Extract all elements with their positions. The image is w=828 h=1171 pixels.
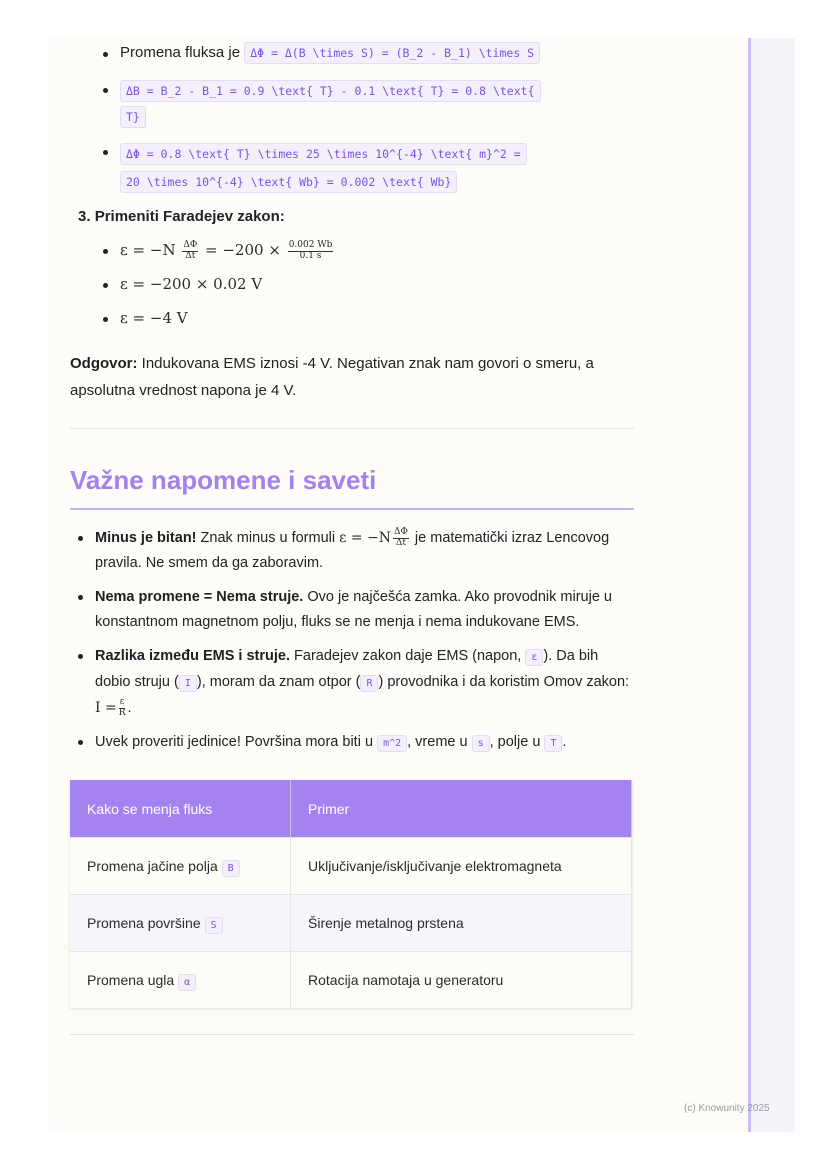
inline-code: s — [472, 735, 490, 752]
math-lhs: ε = −N — [339, 530, 392, 546]
tip-text: Uvek proveriti jedinice! Površina mora biti u — [95, 734, 378, 750]
tip-text: ) provodnika i da koristim Omov zakon: — [378, 674, 630, 690]
page-side-rail — [748, 38, 795, 1132]
table-header: Kako se menja fluks — [70, 780, 291, 838]
inline-code: B — [222, 860, 240, 877]
bottom-divider — [70, 1034, 634, 1035]
step-title: Primeniti Faradejev zakon: — [94, 208, 285, 225]
tips-list — [70, 526, 634, 756]
cell-text: Promena jačine polja — [87, 858, 218, 874]
fraction-denominator: Δt — [185, 250, 196, 261]
table-header: Primer — [291, 780, 632, 838]
tip-math — [95, 697, 128, 718]
tip-text: , polje u — [489, 734, 545, 750]
inline-code: α — [178, 974, 196, 991]
tip-text: . — [562, 734, 567, 750]
list-item — [70, 526, 634, 576]
flux-steps-list — [70, 42, 634, 196]
flux-change-table — [70, 780, 632, 1008]
tip-text: je matematički izraz Lencovog pravila. Ne smem da ga zaboravim. — [95, 530, 610, 571]
table-cell: Širenje metalnog prstena — [291, 895, 632, 952]
inline-code: T — [544, 735, 562, 752]
tip-text: , vreme u — [407, 734, 472, 750]
faraday-equation-3: ε = −4 V — [120, 309, 188, 327]
tip-title: Minus je bitan! — [95, 530, 197, 546]
eq-lhs: ε = −N — [120, 241, 176, 259]
fraction-denominator: R — [118, 707, 126, 718]
table-cell: Uključivanje/isključivanje elektromagneta — [291, 838, 632, 895]
tip-text: Znak minus u formuli — [196, 530, 340, 546]
fraction-numerator: ΔΦ — [394, 527, 408, 538]
inline-code: ε — [525, 649, 543, 666]
math-lhs: I = — [95, 700, 117, 716]
answer-text: Indukovana EMS iznosi -4 V. Negativan znak nam govori o smeru, a apsolutna vrednost napona je 4 V. — [70, 355, 594, 399]
flux-lead-text: Promena fluksa je — [120, 44, 241, 61]
fraction-numerator: 0.002 Wb — [288, 240, 333, 251]
inline-code: S — [205, 917, 223, 934]
list-item — [70, 78, 634, 130]
tip-title: Razlika između EMS i struje. — [95, 648, 290, 664]
table-row — [70, 952, 632, 1009]
list-item — [70, 42, 634, 64]
faraday-steps-list — [70, 239, 634, 330]
table-cell — [70, 895, 291, 952]
fraction-numerator: ΔΦ — [183, 240, 198, 251]
table-row — [70, 838, 632, 895]
inline-code: I — [179, 675, 197, 692]
tip-text: Faradejev zakon daje EMS (napon, — [290, 648, 526, 664]
cell-text: Promena površine — [87, 915, 201, 931]
answer-label: Odgovor: — [70, 355, 138, 372]
tip-title: Nema promene = Nema struje. — [95, 589, 304, 605]
list-item — [70, 273, 634, 296]
section-divider — [70, 428, 634, 429]
delta-b-code-cont: T} — [120, 106, 146, 128]
list-item — [70, 644, 634, 721]
tip-math — [339, 527, 411, 548]
delta-phi-code: ΔΦ = 0.8 \text{ T} \times 25 \times 10^{-4} \text{ m}^2 = — [120, 143, 527, 165]
table-row — [70, 895, 632, 952]
faraday-equation-2: ε = −200 × 0.02 V — [120, 275, 263, 293]
fraction — [393, 528, 409, 548]
copyright-footer: (c) Knowunity 2025 — [684, 1103, 770, 1114]
step-3-heading — [70, 208, 634, 225]
fraction-numerator: ε — [119, 697, 125, 708]
section-heading: Važne napomene i saveti — [70, 465, 377, 495]
table-header-row — [70, 780, 632, 838]
tip-text: ). Da bih dobio struju ( — [95, 648, 599, 690]
tip-text: . — [127, 700, 132, 716]
fraction-denominator: Δt — [395, 537, 407, 548]
step-number: 3. — [78, 208, 91, 225]
answer-paragraph — [70, 350, 634, 404]
fraction-denominator: 0.1 s — [299, 250, 322, 261]
table-cell: Rotacija namotaja u generatoru — [291, 952, 632, 1009]
cell-text: Promena ugla — [87, 972, 175, 988]
delta-b-code: ΔB = B_2 - B_1 = 0.9 \text{ T} - 0.1 \text{ T} = 0.8 \text{ — [120, 80, 541, 102]
table-cell — [70, 838, 291, 895]
delta-phi-code-cont: 20 \times 10^{-4} \text{ Wb} = 0.002 \text{ Wb} — [120, 171, 457, 193]
inline-code: R — [360, 675, 378, 692]
faraday-equation-1 — [120, 241, 335, 259]
list-item — [70, 307, 634, 330]
list-item — [70, 239, 634, 262]
tip-text: ), moram da znam otpor ( — [196, 674, 361, 690]
heading-underline — [70, 508, 634, 510]
eq-middle: = −200 × — [205, 241, 281, 259]
content — [70, 38, 634, 1035]
inline-code: m^2 — [377, 735, 407, 752]
flux-formula-code: ΔΦ = Δ(B \times S) = (B_2 - B_1) \times S — [244, 42, 540, 64]
tip-text: Ovo je najčešća zamka. Ako provodnik miruje u konstantnom magnetnom polju, fluks se ne menja i nema indukovane EMS. — [95, 589, 612, 630]
fraction — [182, 241, 198, 261]
fraction — [288, 241, 334, 261]
fraction — [119, 698, 126, 718]
list-item — [70, 140, 634, 196]
table-cell — [70, 952, 291, 1009]
list-item — [70, 585, 634, 635]
list-item — [70, 730, 634, 756]
